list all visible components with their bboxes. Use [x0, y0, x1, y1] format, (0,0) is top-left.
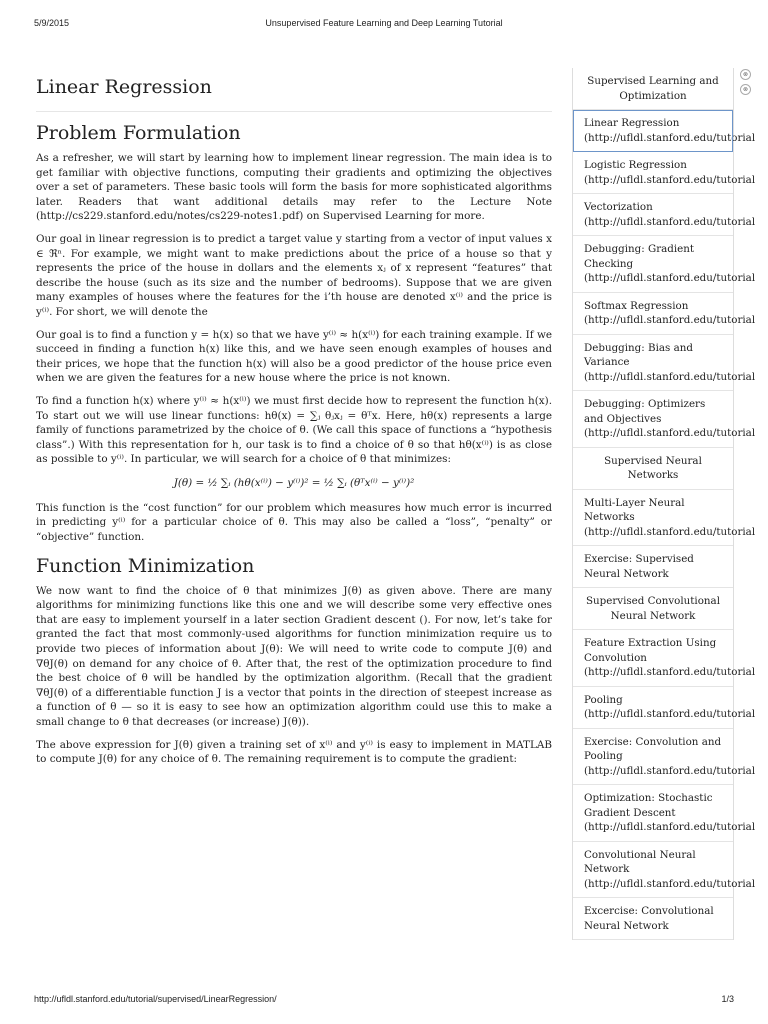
paragraph: This function is the “cost function” for our problem which measures how much error is incurred in predicting y⁽ⁱ⁾ for a particular choice of θ. This may also be called a “loss”, “penalty” or “objective” function.	[36, 501, 552, 544]
paragraph: We now want to find the choice of θ that minimizes J(θ) as given above. There are many algorithms for minimizing functions like this one and we will describe some very effective ones that are easy to implement yourself in a later section Gradient descent (). For now, let’s take for granted the fact that most commonly-used algorithms for function minimization require us to provide two pieces of information about J(θ): We will need to write code to compute J(θ) and ∇θJ(θ) on demand for any choice of θ. After that, the rest of the optimization procedure to find the best choice of θ will be handled by the optimization algorithm. (Recall that the gradient ∇θJ(θ) of a differentiable function J is a vector that points in the direction of steepest increase as a function of θ — so it is easy to see how an optimization algorithm could use this to make a small change to θ that decreases (or increase) J(θ)).	[36, 584, 552, 728]
sidebar-nav	[572, 68, 756, 940]
sidebar-item-pooling[interactable]: Pooling (http://ufldl.stanford.edu/tutorial	[573, 687, 733, 729]
section-heading-minimization: Function Minimization	[36, 554, 255, 577]
nav-section-title[interactable]: Supervised Convolutional Neural Network	[573, 588, 733, 630]
nav-section-title[interactable]: Supervised Learning and Optimization	[573, 68, 733, 110]
paragraph: The above expression for J(θ) given a training set of x⁽ⁱ⁾ and y⁽ⁱ⁾ is easy to implement in MATLAB to compute J(θ) for any choice of θ. The remaining requirement is to compute the gradient:	[36, 738, 552, 766]
sidebar-item-bias-variance[interactable]: Debugging: Bias and Variance (http://ufldl.stanford.edu/tutorial	[573, 335, 733, 392]
expand-icon[interactable]: ⊗	[740, 84, 751, 95]
article	[36, 76, 552, 775]
sidebar-item-exercise-cnn[interactable]: Excercise: Convolutional Neural Network	[573, 898, 733, 940]
sidebar-item-gradient-checking[interactable]: Debugging: Gradient Checking (http://ufldl.stanford.edu/tutorial	[573, 236, 733, 293]
page-title: Linear Regression	[36, 76, 552, 112]
sidebar-item-linear-regression[interactable]: Linear Regression (http://ufldl.stanford.edu/tutorial	[573, 110, 733, 152]
sidebar-item-cnn[interactable]: Convolutional Neural Network (http://ufldl.stanford.edu/tutorial	[573, 842, 733, 899]
paragraph: To find a function h(x) where y⁽ⁱ⁾ ≈ h(x⁽ⁱ⁾) we must first decide how to represent the function h(x). To start out we will use linear functions: hθ(x) = ∑ⱼ θⱼxⱼ = θᵀx. Here, hθ(x) represents a large family of functions parametrized by the choice of θ. (We call this space of functions a “hypothesis class”.) With this representation for h, our task is to find a choice of θ so that hθ(x⁽ⁱ⁾) is as close as possible to y⁽ⁱ⁾. In particular, we will search for a choice of θ that minimizes:	[36, 394, 552, 466]
sidebar-item-multilayer-nn[interactable]: Multi-Layer Neural Networks (http://ufldl.stanford.edu/tutorial	[573, 490, 733, 547]
print-date: 5/9/2015	[34, 18, 70, 28]
paragraph: As a refresher, we will start by learning how to implement linear regression. The main idea is to get familiar with objective functions, computing their gradients and optimizing the objectives over a set of parameters. These basic tools will form the basis for more sophisticated algorithms later. Readers that want additional details may refer to the Lecture Note (http://cs229.stanford.edu/notes/cs229-notes1.pdf) on Supervised Learning for more.	[36, 152, 552, 223]
cost-function-formula: J(θ) = ½ ∑ᵢ (hθ(x⁽ⁱ⁾) − y⁽ⁱ⁾)² = ½ ∑ᵢ (θᵀx⁽ⁱ⁾ − y⁽ⁱ⁾)²	[173, 476, 415, 489]
collapse-icon[interactable]: ⊗	[740, 69, 751, 80]
sidebar-item-exercise-supervised-nn[interactable]: Exercise: Supervised Neural Network	[573, 546, 733, 588]
nav-section-title[interactable]: Supervised Neural Networks	[573, 448, 733, 490]
paragraph: Our goal is to find a function y = h(x) so that we have y⁽ⁱ⁾ ≈ h(x⁽ⁱ⁾) for each training example. If we succeed in finding a function h(x) like this, and we have seen enough examples of houses and their prices, we hope that the function h(x) will also be a good predictor of the house price even when we are given the features for a new house where the price is not known.	[36, 328, 552, 385]
sidebar-item-sgd[interactable]: Optimization: Stochastic Gradient Descent (http://ufldl.stanford.edu/tutorial	[573, 785, 733, 842]
sidebar-controls	[740, 69, 751, 99]
sidebar-item-softmax-regression[interactable]: Softmax Regression (http://ufldl.stanford.edu/tutorial	[573, 293, 733, 335]
sidebar-item-exercise-convolution-pooling[interactable]: Exercise: Convolution and Pooling (http://ufldl.stanford.edu/tutorial	[573, 729, 733, 786]
sidebar-item-optimizers-objectives[interactable]: Debugging: Optimizers and Objectives (http://ufldl.stanford.edu/tutorial	[573, 391, 733, 448]
sidebar-item-vectorization[interactable]: Vectorization (http://ufldl.stanford.edu/tutorial	[573, 194, 733, 236]
print-url: http://ufldl.stanford.edu/tutorial/supervised/LinearRegression/	[34, 994, 277, 1004]
section-heading-problem: Problem Formulation	[36, 122, 241, 144]
sidebar-item-feature-extraction[interactable]: Feature Extraction Using Convolution (http://ufldl.stanford.edu/tutorial	[573, 630, 733, 687]
print-page-number: 1/3	[721, 994, 734, 1004]
sidebar-item-logistic-regression[interactable]: Logistic Regression (http://ufldl.stanford.edu/tutorial	[573, 152, 733, 194]
print-doc-title: Unsupervised Feature Learning and Deep Learning Tutorial	[265, 18, 503, 28]
paragraph: Our goal in linear regression is to predict a target value y starting from a vector of input values x ∈ ℜⁿ. For example, we might want to make predictions about the price of a house so that y represents the price of the house in dollars and the elements xⱼ of x represent “features” that describe the house (such as its size and the number of bedrooms). Suppose that we are given many examples of houses where the features for the i’th house are denoted x⁽ⁱ⁾ and the price is y⁽ⁱ⁾. For short, we will denote the	[36, 232, 552, 318]
